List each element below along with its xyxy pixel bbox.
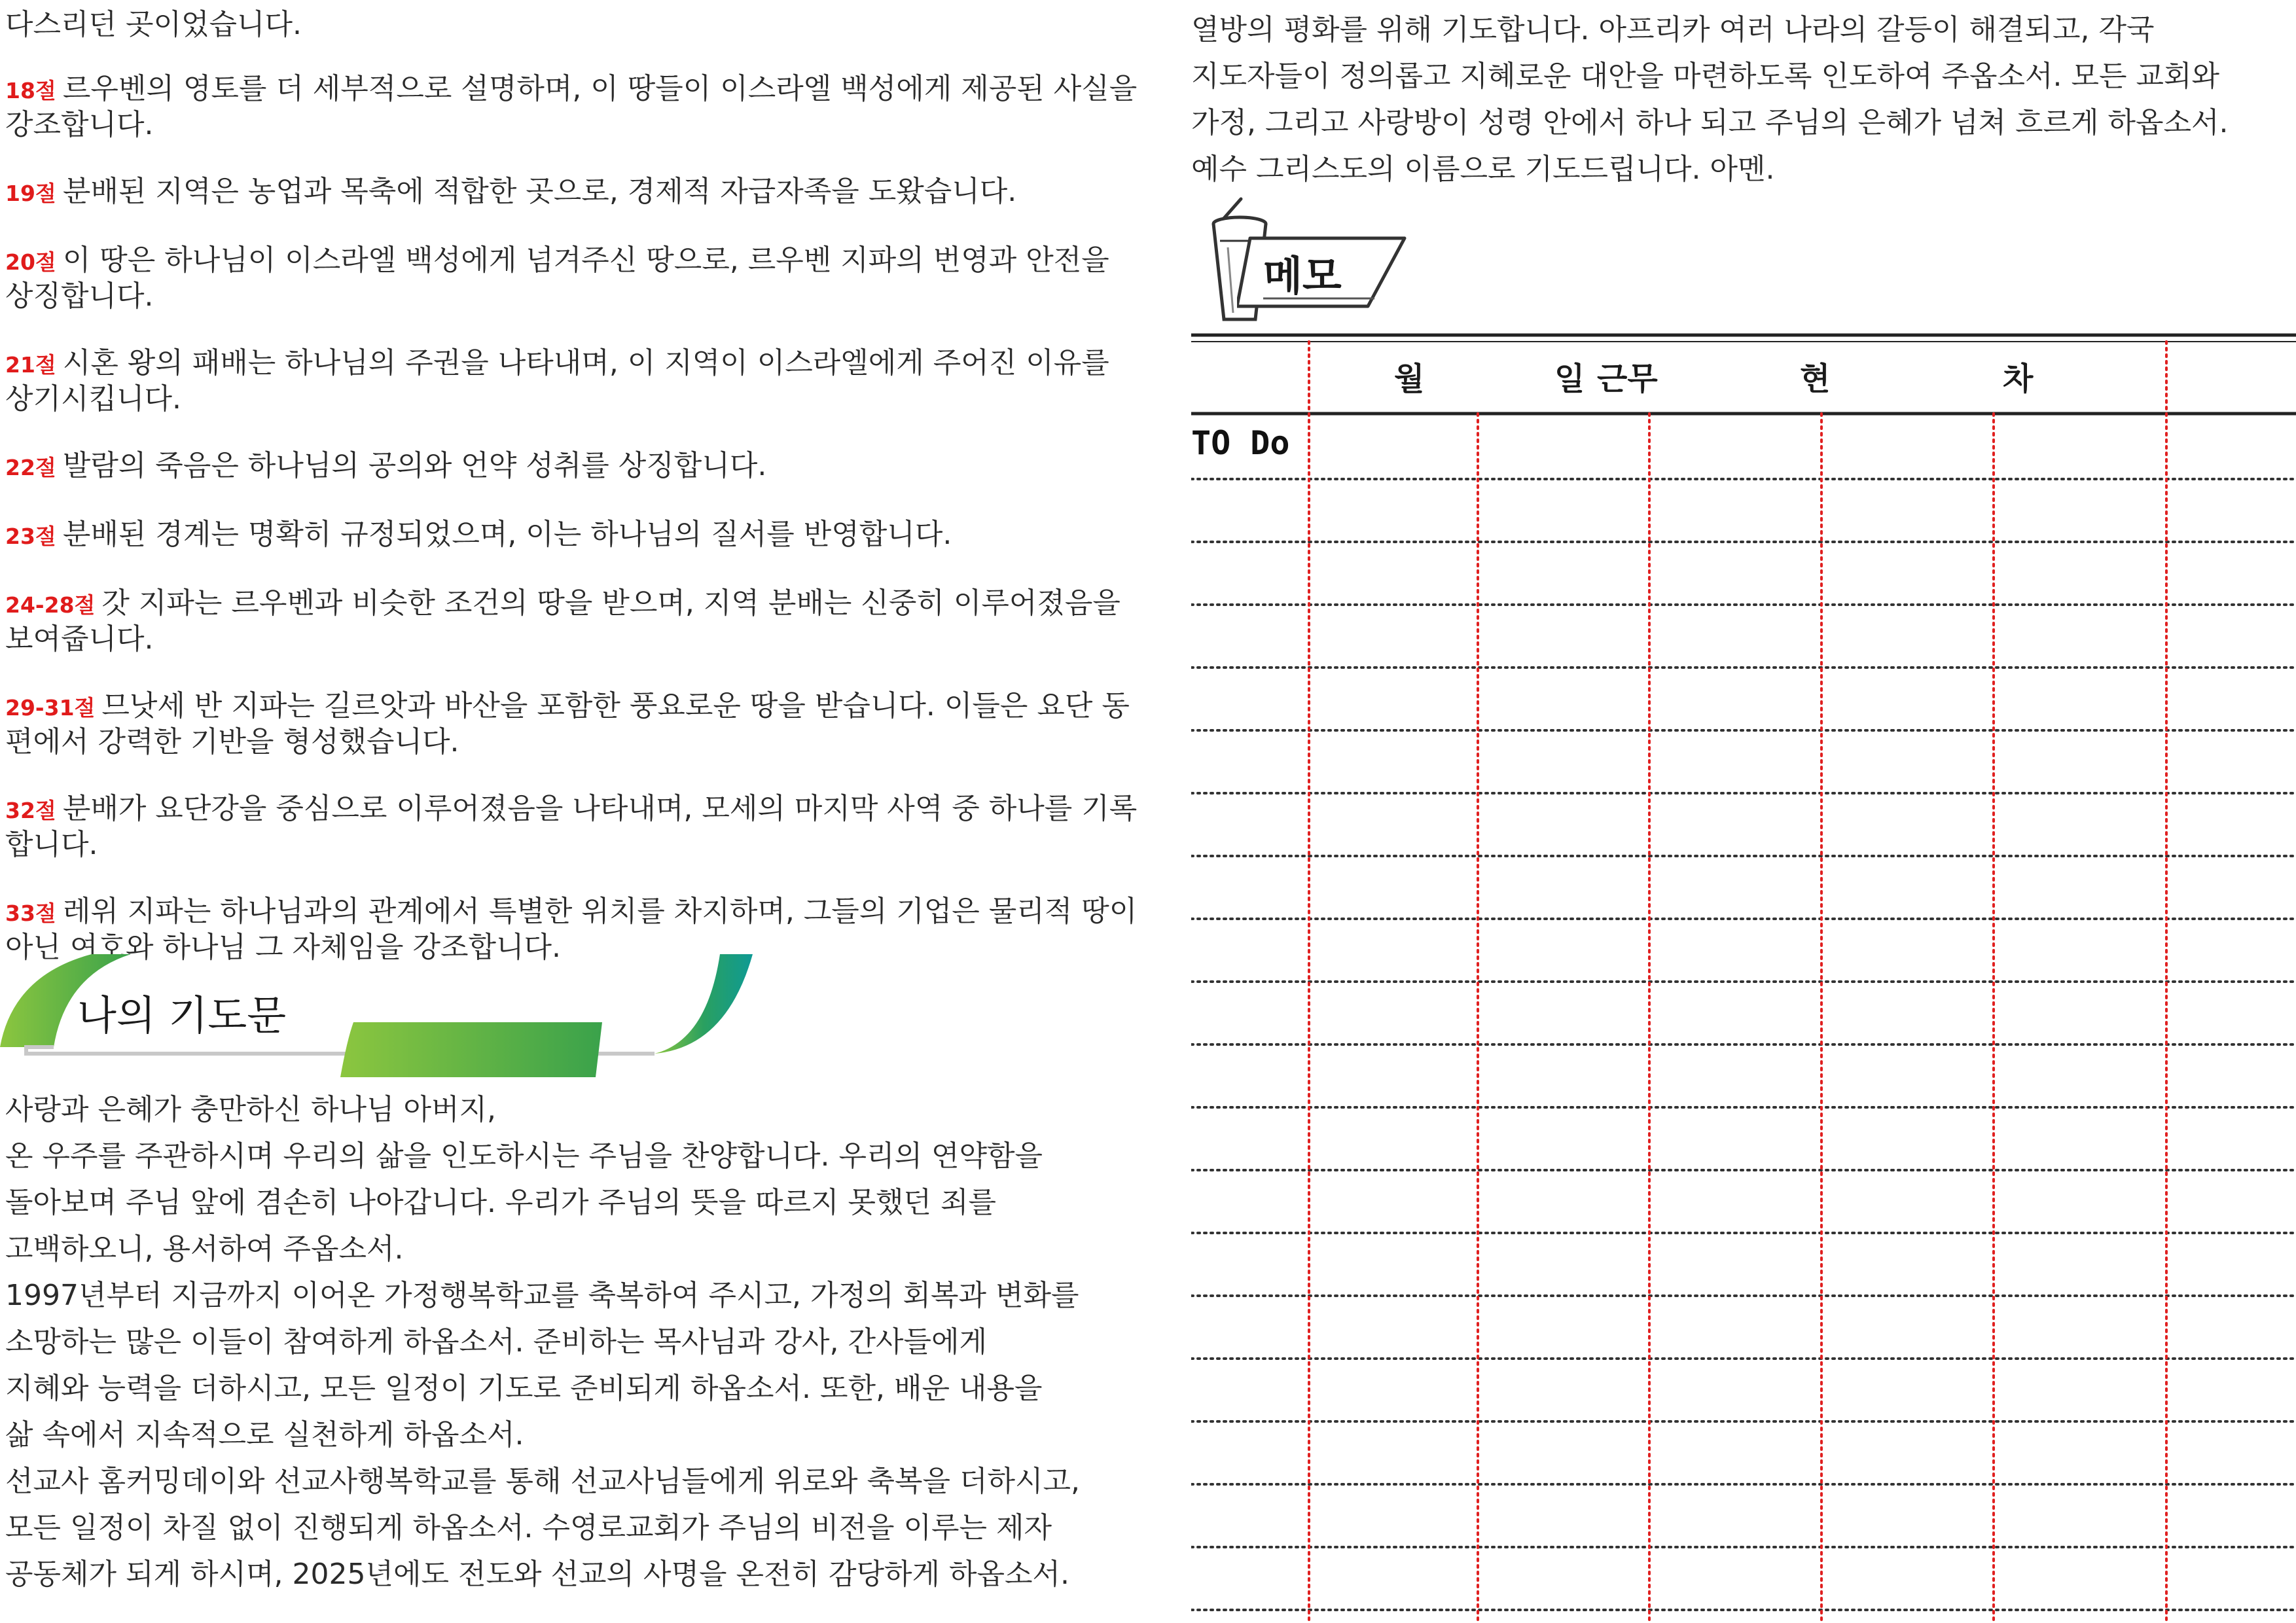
verse-text: 르우벤의 영토를 더 세부적으로 설명하며, 이 땅들이 이스라엘 백성에게 제공된 사실을 강조합니다. — [5, 72, 1138, 141]
verse-text: 레위 지파는 하나님과의 관계에서 특별한 위치를 차지하며, 그들의 기업은 물리적 땅이 아닌 여호와 하나님 그 자체임을 강조합니다. — [5, 895, 1138, 964]
prayer-line: 1997년부터 지금까지 이어온 가정행복학교를 축복하여 주시고, 가정의 회복과 변화를 — [5, 1279, 1079, 1312]
verse-number: 24-28절 — [5, 592, 96, 618]
verse-number: 19절 — [5, 181, 56, 206]
prayer-line: 소망하는 많은 이들이 참여하게 하옵소서. 준비하는 목사님과 강사, 간사들에게 — [5, 1325, 987, 1359]
prayer-body — [5, 1086, 1144, 1597]
prayer-line: 모든 일정이 차질 없이 진행되게 하옵소서. 수영로교회가 주님의 비전을 이루는 제자 — [5, 1511, 1052, 1544]
verse-commentary — [5, 72, 1144, 997]
verse-item — [5, 72, 1144, 142]
verse-number: 20절 — [5, 249, 56, 275]
verse-text: 이 땅은 하나님이 이스라엘 백성에게 넘겨주신 땅으로, 르우벤 지파의 번영과 안전을 상징합니다. — [5, 243, 1109, 313]
prayer-line: 고백하오니, 용서하여 주옵소서. — [5, 1232, 404, 1266]
prayer-line: 사랑과 은혜가 충만하신 하나님 아버지, — [5, 1093, 496, 1126]
memo-grid — [1191, 327, 2296, 1623]
verse-text: 시혼 왕의 패배는 하나님의 주권을 나타내며, 이 지역이 이스라엘에게 주어진 이유를 상기시킵니다. — [5, 346, 1109, 416]
prayer-line: 선교사 홈커밍데이와 선교사행복학교를 통해 선교사님들에게 위로와 축복을 더하시고, — [5, 1465, 1081, 1498]
prayer-line: 돌아보며 주님 앞에 겸손히 나아갑니다. 우리가 주님의 뜻을 따르지 못했던 죄를 — [5, 1186, 996, 1219]
verse-item — [5, 689, 1144, 759]
verse-number: 29-31절 — [5, 695, 96, 721]
verse-number: 32절 — [5, 798, 56, 823]
verse-number: 21절 — [5, 352, 56, 378]
column-header-day: 일 — [1554, 361, 1585, 397]
verse-number: 33절 — [5, 901, 56, 926]
prayer-line: 예수 그리스도의 이름으로 기도드립니다. 아멘. — [1191, 152, 1775, 186]
todo-label: TO Do — [1191, 424, 1290, 462]
prayer-line: 열방의 평화를 위해 기도합니다. 아프리카 여러 나라의 갈등이 해결되고, 각국 — [1191, 13, 2155, 46]
verse-item — [5, 586, 1144, 656]
memo-table — [1191, 327, 2296, 1623]
prayer-title: 나의 기도문 — [77, 991, 287, 1039]
prayer-line: 삶 속에서 지속적으로 실천하게 하옵소서. — [5, 1418, 524, 1452]
verse-number: 18절 — [5, 78, 56, 103]
prayer-line: 가정, 그리고 사랑방이 성령 안에서 하나 되고 주님의 은혜가 넘쳐 흐르게 하옵소서. — [1191, 106, 2229, 139]
prayer-line: 온 우주를 주관하시며 우리의 삶을 인도하시는 주님을 찬양합니다. 우리의 연약함을 — [5, 1139, 1043, 1173]
verse-item — [5, 346, 1144, 416]
verse-number: 23절 — [5, 524, 56, 549]
verse-text: 분배된 지역은 농업과 목축에 적합한 곳으로, 경제적 자급자족을 도왔습니다. — [62, 175, 1017, 208]
verse-text: 갓 지파는 르우벤과 비슷한 조건의 땅을 받으며, 지역 분배는 신중히 이루어졌음을 보여줍니다. — [5, 586, 1121, 656]
memo-title: 메모 — [1263, 252, 1342, 300]
column-header-work: 근무 — [1597, 361, 1658, 397]
prayer-line: 공동체가 되게 하시며, 2025년에도 전도와 선교의 사명을 온전히 감당하게 하옵소서. — [5, 1558, 1069, 1591]
verse-text: 므낫세 반 지파는 길르앗과 바산을 포함한 풍요로운 땅을 받습니다. 이들은 요단 동편에서 강력한 기반을 형성했습니다. — [5, 689, 1130, 758]
verse-text: 분배된 경계는 명확히 규정되었으며, 이는 하나님의 질서를 반영합니다. — [62, 518, 952, 551]
verse-text: 분배가 요단강을 중심으로 이루어졌음을 나타내며, 모세의 마지막 사역 중 하나를 기록합니다. — [5, 792, 1138, 861]
prayer-line: 지혜와 능력을 더하시고, 모든 일정이 기도로 준비되게 하옵소서. 또한, 배운 내용을 — [5, 1372, 1043, 1405]
verse-item — [5, 243, 1144, 313]
verse-text: 발람의 죽음은 하나님의 공의와 언약 성취를 상징합니다. — [62, 449, 767, 482]
verse-item — [5, 792, 1144, 862]
prayer-continuation — [1191, 7, 2296, 192]
verse-item — [5, 175, 1144, 211]
continuation-text: 다스리던 곳이었습니다. — [5, 8, 302, 41]
verse-item — [5, 449, 1144, 485]
verse-number: 22절 — [5, 455, 56, 480]
verse-item — [5, 518, 1144, 554]
right-page — [1191, 0, 2296, 1623]
prayer-line: 지도자들이 정의롭고 지혜로운 대안을 마련하도록 인도하여 주옵소서. 모든 교회와 — [1191, 60, 2220, 93]
column-header-hyeon: 현 — [1800, 361, 1831, 397]
column-header-cha: 차 — [2003, 361, 2034, 397]
column-header-month: 월 — [1394, 361, 1425, 397]
